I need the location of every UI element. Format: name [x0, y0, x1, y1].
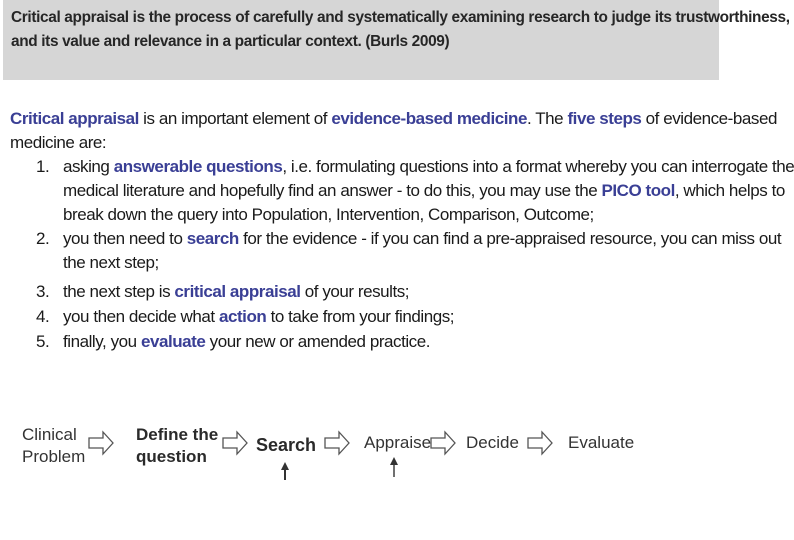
step-keyword: answerable questions: [113, 157, 283, 176]
step-number: 1.: [36, 157, 50, 176]
definition-banner: [3, 0, 790, 80]
intro-text: is an important element of: [138, 109, 332, 128]
step-text: the next step;: [63, 253, 159, 272]
flow-node-evaluate: Evaluate: [568, 433, 635, 452]
step-text: asking: [63, 157, 114, 176]
flow-node-clinical-problem: [22, 424, 85, 468]
steps-section: [10, 107, 794, 351]
flow-node-search: Search: [256, 435, 317, 455]
step-keyword: search: [186, 229, 239, 248]
definition-line-1: Critical appraisal is the process of carefully and systematically examining research to judge its trustworthiness,: [11, 9, 790, 26]
step-text: break down the query into Population, Intervention, Comparison, Outcome;: [63, 205, 594, 224]
step-text: to take from your findings;: [266, 307, 455, 326]
step-number: 3.: [36, 282, 50, 301]
step-text: of your results;: [300, 282, 410, 301]
arrow-up-icon: [387, 457, 401, 477]
node-label: question: [136, 447, 207, 466]
flow-node-define-question: [136, 424, 218, 468]
step-keyword: critical appraisal: [174, 282, 301, 301]
term-five-steps: five steps: [567, 109, 642, 128]
step-text: finally, you: [63, 332, 141, 351]
arrow-right-icon: [88, 430, 114, 456]
step-text: , which helps to: [674, 181, 785, 200]
term-critical-appraisal: Critical appraisal: [10, 109, 139, 128]
step-keyword: PICO tool: [601, 181, 675, 200]
step-text: you then decide what: [63, 307, 219, 326]
intro-line-2: medicine are:: [10, 133, 107, 152]
step-text: for the evidence - if you can find a pre-appraised resource, you can miss out: [238, 229, 782, 248]
flow-node-decide: Decide: [466, 433, 519, 452]
step-keyword: action: [218, 307, 267, 326]
step-text: medical literature and hopefully find an answer - to do this, you may use the: [63, 181, 602, 200]
intro-line-1: [10, 107, 777, 131]
definition-line-2: and its value and relevance in a particular context. (Burls 2009): [11, 33, 450, 50]
arrow-up-icon: [278, 462, 292, 480]
node-label: Clinical: [22, 425, 77, 444]
process-flow: [0, 418, 720, 488]
intro-text: of evidence-based: [641, 109, 777, 128]
step-number: 4.: [36, 307, 50, 326]
node-label: Define the: [136, 425, 219, 444]
arrow-right-icon: [527, 430, 553, 456]
step-text: you then need to: [63, 229, 187, 248]
arrow-right-icon: [222, 430, 248, 456]
arrow-right-icon: [430, 430, 456, 456]
step-number: 2.: [36, 229, 50, 248]
step-text: your new or amended practice.: [205, 332, 431, 351]
flow-node-appraise: Appraise: [364, 433, 432, 452]
node-label: Problem: [22, 447, 86, 466]
step-keyword: evaluate: [140, 332, 206, 351]
step-number: 5.: [36, 332, 50, 351]
arrow-right-icon: [324, 430, 350, 456]
step-text: , i.e. formulating questions into a format whereby you can interrogate the: [282, 157, 794, 176]
intro-text: . The: [527, 109, 568, 128]
term-ebm: evidence-based medicine: [331, 109, 527, 128]
step-text: the next step is: [63, 282, 175, 301]
